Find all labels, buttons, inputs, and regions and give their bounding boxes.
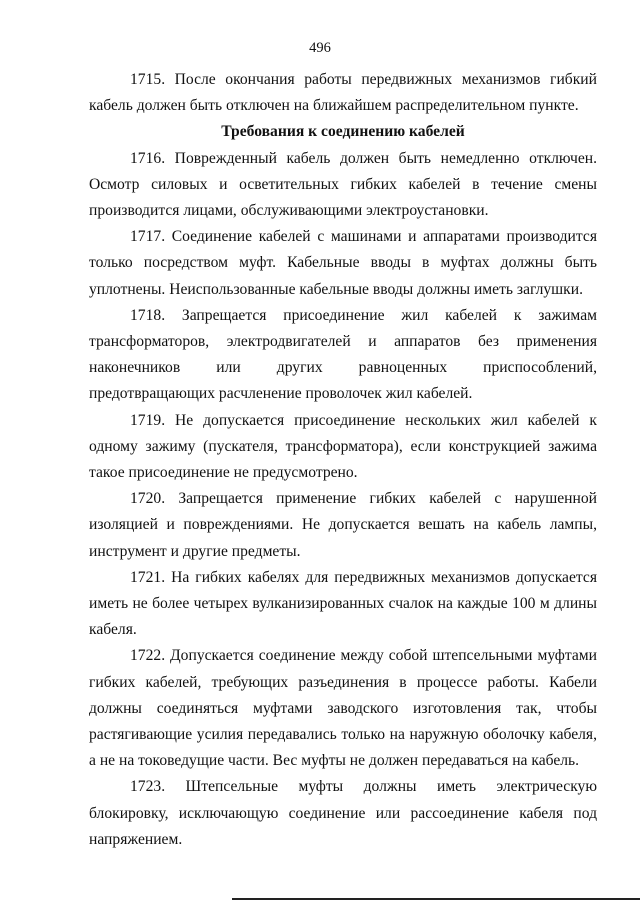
paragraph-1719: 1719. Не допускается присоединение нескольких жил кабелей к одному зажиму (пускателя, трансформатора), если конструкцией зажима такое присоединение не предусмотрено. bbox=[89, 411, 597, 482]
paragraph-1715: 1715. После окончания работы передвижных механизмов гибкий кабель должен быть отключен на ближайшем распределительном пункте. bbox=[89, 71, 597, 115]
page-number: 496 bbox=[309, 40, 331, 56]
paragraph-1718: 1718. Запрещается присоединение жил кабелей к зажимам трансформаторов, электродвигателей и аппаратов без применения наконечников или других равноценных приспособлений, предотвращающих расчленение проволочек жил кабелей. bbox=[89, 306, 597, 403]
paragraph-1723: 1723. Штепсельные муфты должны иметь электрическую блокировку, исключающую соединение или рассоединение кабеля под напряжением. bbox=[89, 778, 597, 848]
paragraph-1722: 1722. Допускается соединение между собой штепсельными муфтами гибких кабелей, требующих разъединения в процессе работы. Кабели должны соединяться муфтами заводского изготовления так, чтобы растягивающие усилия передавались только на наружную оболочку кабеля, а не на токоведущие части. Вес муфты не должен передаваться на кабель. bbox=[89, 647, 597, 770]
paragraph-1717: 1717. Соединение кабелей с машинами и аппаратами производится только посредством муфт. Кабельные вводы в муфтах должны быть уплотнены. Неиспользованные кабельные вводы должны иметь заглушки. bbox=[89, 228, 597, 298]
scan-edge-divider bbox=[232, 898, 640, 900]
section-heading: Требования к соединению кабелей bbox=[221, 123, 465, 141]
document-body bbox=[89, 67, 597, 853]
paragraph-1720: 1720. Запрещается применение гибких кабелей с нарушенной изоляцией и повреждениями. Не допускается вешать на кабель лампы, инструмент и другие предметы. bbox=[89, 490, 597, 560]
paragraph-1721: 1721. На гибких кабелях для передвижных механизмов допускается иметь не более четырех вулканизированных счалок на каждые 100 м длины кабеля. bbox=[89, 568, 597, 639]
paragraph-1716: 1716. Поврежденный кабель должен быть немедленно отключен. Осмотр силовых и осветительных гибких кабелей в течение смены производится лицами, обслуживающими электроустановки. bbox=[89, 149, 597, 220]
